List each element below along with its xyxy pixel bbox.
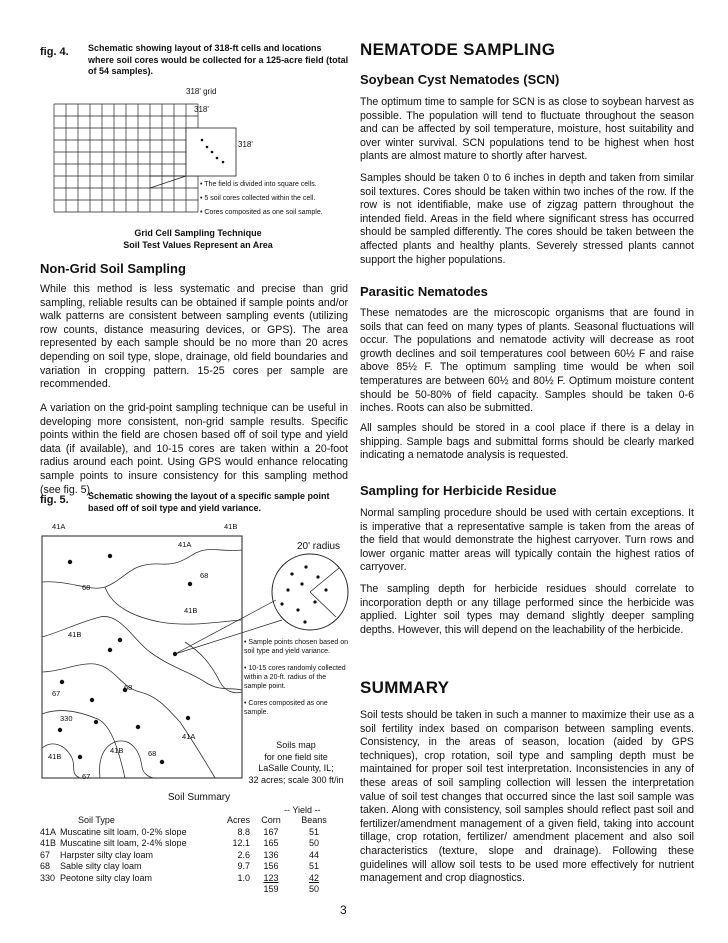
- cell-label-side: 318': [238, 140, 253, 149]
- nongrid-heading: Non-Grid Soil Sampling: [40, 261, 186, 276]
- scn-p2: Samples should be taken 0 to 6 inches in depth and taken from similar soil textures. Cores should be taken within two inches of the row. If the row is not identifiable, make use of zigzag pattern throughout the intended field. Areas in the field where significant stress has occurred should be sampled differently. The cores should be taken between the affected plants and healthy plants. Severely stressed plants cannot support the higher populations.: [360, 172, 694, 266]
- table-header-row: Soil Type Acres Corn Beans: [78, 815, 327, 825]
- summary-heading: SUMMARY: [360, 678, 450, 697]
- summary-p1: Soil tests should be taken in such a manner to maximize their use as a soil fertility index based on comparison between sampling events. Consistency, in the areas of season, location (aided by GPS techniques), crop rotation, soil type and sampling depth must be maintained for proper soil test interpretation. Inconsistencies in any of these areas of soil sampling collection will lessen the interpretation value of soil test changes that occurred since the last soil sample was taken. Along with consistency, soil samples should reflect past soil and fertilizer/amendment management of a given field, taking into account tillage, crop rotation, fertilizer/ amendment placement and also soil characteristics (texture, slope and drainage). Following these guidelines will allow soil tests to be used more effectively for nutrient management and crop diagnostics.: [360, 709, 694, 885]
- soil-label: 41A: [178, 540, 192, 549]
- fig5-label: fig. 5.: [40, 494, 69, 506]
- soil-label: 41B: [48, 752, 62, 761]
- nongrid-p2: A variation on the grid-point sampling technique can be useful in developing more consistent, non-grid sample results. Specific points within the field are chosen based off of soil type and yield data (if available), and 10-15 cores are taken within a 20-foot radius around each point. Using GPS would enhance relocating sample points to insure consistency for this sampling method (see fig. 5).: [40, 402, 348, 496]
- page-number: 3: [340, 903, 347, 917]
- soil-label: 41B: [224, 522, 238, 531]
- fig4-label: fig. 4.: [40, 46, 69, 58]
- grid-label: 318' grid: [186, 87, 217, 96]
- fig5-caption: Schematic showing the layout of a specific sample point based off of soil type and yield variance.: [88, 491, 330, 513]
- parasitic-p3: These nematodes are the microscopic organisms that are found in soils that can feed on many types of plants. Seasonal fluctuations will occur. The populations and nematode activity will decrease as root growth declines and soil temperatures cool between 60½ F and raise above 85½ F. The optimum sampling time would be when soil temperatures are between 60½ and 80½ F. Optimum moisture content should be 50-80% of field capacity. Samples should be taken 0-6 inches. Roots can also be submitted.: [360, 307, 694, 415]
- fig5-bullets: • Sample points chosen based on soil type and yield variance. • 10-15 cores randomly collected within a 20-ft. radius of the sample point. • Cores composited as one sample.: [244, 639, 349, 716]
- fig4-caption: Schematic showing layout of 318-ft cells and locations where soil cores would be collected for a 125-acre field (total of 54 samples).: [88, 43, 349, 76]
- soil-label: 330: [60, 714, 73, 723]
- cell-label-top: 318': [194, 105, 209, 114]
- table-totals-row: 159 50: [263, 884, 320, 894]
- table-row: 330 Peotone silty clay loam 1.0 123 42: [40, 872, 320, 883]
- parasitic-heading: Parasitic Nematodes: [360, 284, 488, 299]
- yield-header: -- Yield --: [284, 805, 321, 815]
- scn-p1: The optimum time to sample for SCN is as close to soybean harvest as possible. The population will tend to fluctuate throughout the season and can be affected by soil temperature, moisture, host suitability and over winter survival. SCN populations tend to be highest when host plants are almost mature to shortly after harvest.: [360, 96, 694, 163]
- scn-heading: Soybean Cyst Nematodes (SCN): [360, 72, 560, 87]
- soil-label: 67: [52, 689, 61, 698]
- soil-summary-title: Soil Summary: [167, 792, 231, 803]
- parasitic-p4: All samples should be stored in a cool place if there is a delay in shipping. Sample bags and submittal forms should be clearly marked indicating a nematode analysis is requested.: [360, 422, 694, 462]
- soil-label: 41B: [184, 606, 198, 615]
- soil-label: 41B: [68, 630, 82, 639]
- radius-label: 20' radius: [297, 541, 341, 552]
- soil-label: 68: [200, 571, 209, 580]
- map-caption: Soils map for one field site LaSalle County, IL; 32 acres; scale 300 ft/in: [248, 740, 344, 785]
- soil-summary-table: [38, 815, 338, 896]
- table-row: 41A Muscatine silt loam, 0-2% slope 8.8 167 51: [40, 826, 320, 837]
- table-row: 67 Harpster silty clay loam 2.6 136 44: [40, 849, 320, 860]
- herbicide-heading: Sampling for Herbicide Residue: [360, 483, 557, 498]
- soil-label: 68: [124, 683, 133, 692]
- herbicide-p1: Normal sampling procedure should be used with certain exceptions. It is imperative that a representative sample is taken from the areas of the field that would demonstrate the highest carryover. Turn rows and lower organic matter areas will typically contain the highest ratios of carryover.: [360, 507, 694, 574]
- table-row: 68 Sable silty clay loam 9.7 156 51: [40, 861, 320, 871]
- table-row: 41B Muscatine silt loam, 2-4% slope 12.1 165 50: [40, 838, 320, 848]
- fig4-bullets: • The field is divided into square cells. • 5 soil cores collected within the cell. • Cores composited as one soil sample.: [200, 181, 323, 216]
- soil-label: 41A: [52, 522, 66, 531]
- nematode-title: NEMATODE SAMPLING: [360, 40, 556, 59]
- soil-label: 68: [82, 583, 91, 592]
- nongrid-p1: While this method is less systematic and precise than grid sampling, reliable results can be obtained if sample points and/or walk patterns are consistent between sampling events (utilizing row counts, distance measuring devices, or GPS). The area represented by each sample should be no more than 20 acres depending on soil type, slope, drainage, old field boundaries and variation in cropping pattern. 15-25 cores per sample are recommended.: [40, 283, 348, 391]
- soil-label: 68: [148, 749, 157, 758]
- soil-label: 67: [82, 772, 91, 781]
- soil-label: 41B: [110, 746, 124, 755]
- soil-label: 41A: [182, 732, 196, 741]
- fig4-title: Grid Cell Sampling Technique Soil Test Values Represent an Area: [123, 228, 273, 250]
- herbicide-p2: The sampling depth for herbicide residues should correlate to incorporation depth or any tillage performed since the herbicide was applied. Lighter soil types may demand slightly deeper sampling depths. However, this will depend on the leachability of the herbicide.: [360, 583, 694, 636]
